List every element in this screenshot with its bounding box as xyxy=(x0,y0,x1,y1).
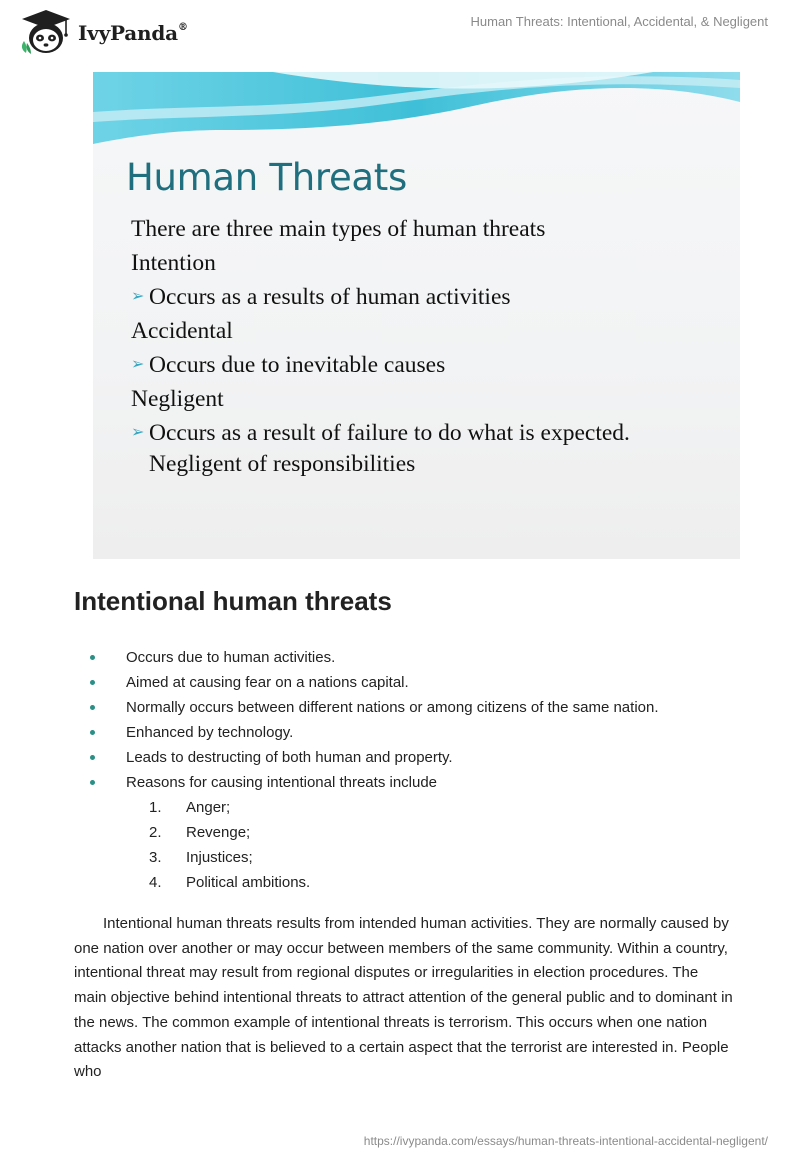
ivypanda-logo[interactable] xyxy=(16,8,186,56)
slide-bullet: ➢ Occurs as a result of failure to do what is expected. xyxy=(131,416,630,450)
slide-bullet-continuation: Negligent of responsibilities xyxy=(149,451,416,477)
list-item: Leads to destructing of both human and property. xyxy=(74,745,754,770)
bullet-dot-icon xyxy=(90,705,95,710)
numbered-item: 2. Revenge; xyxy=(149,824,251,841)
document-title: Human Threats: Intentional, Accidental, & Negligent xyxy=(470,14,768,29)
arrow-bullet-icon: ➢ xyxy=(131,424,145,441)
slide-title: Human Threats xyxy=(126,156,407,199)
logo-wordmark: IvyPanda® xyxy=(78,21,188,45)
arrow-bullet-icon: ➢ xyxy=(131,288,145,305)
section-heading: Intentional human threats xyxy=(74,586,392,616)
bullet-dot-icon xyxy=(90,680,95,685)
slide-heading-intention: Intention xyxy=(131,250,216,276)
arrow-bullet-icon: ➢ xyxy=(131,356,145,373)
slide-wave-decoration xyxy=(93,72,740,152)
list-item: Reasons for causing intentional threats include xyxy=(74,770,754,795)
list-item: Occurs due to human activities. xyxy=(74,645,754,670)
slide-intro: There are three main types of human threats xyxy=(131,216,546,242)
slide-image xyxy=(93,72,740,559)
body-paragraph: Intentional human threats results from intended human activities. They are normally caused by one nation over another or may occur between members of the same community. Within a country, intentional threat may result from regional disputes or irregularities in election procedures. The main objective behind intentional threats to attract attention of the general public and to dominant in the news. The common example of intentional threats is terrorism. This occurs when one nation attacks another nation that is believed to a certain aspect that the terrorist are interested in. People who xyxy=(74,915,733,1081)
list-item: Aimed at causing fear on a nations capital. xyxy=(74,670,754,695)
footer-url-link[interactable]: https://ivypanda.com/essays/human-threats-intentional-accidental-negligent/ xyxy=(363,1134,768,1148)
bullet-dot-icon xyxy=(90,655,95,660)
slide-heading-accidental: Accidental xyxy=(131,318,233,344)
page-header xyxy=(0,0,800,60)
slide-content xyxy=(131,212,630,478)
slide-heading-negligent: Negligent xyxy=(131,386,224,412)
slide-bullet: ➢ Occurs due to inevitable causes xyxy=(131,348,630,382)
bullet-dot-icon xyxy=(90,755,95,760)
bullet-dot-icon xyxy=(90,780,95,785)
list-item: Normally occurs between different nations or among citizens of the same nation. xyxy=(74,695,754,720)
numbered-item: 4. Political ambitions. xyxy=(149,874,311,891)
slide-bullet: ➢ Occurs as a results of human activities xyxy=(131,280,630,314)
bullet-dot-icon xyxy=(90,730,95,735)
list-item: Enhanced by technology. xyxy=(74,720,754,745)
bullet-list xyxy=(74,645,754,795)
numbered-item: 1. Anger; xyxy=(149,799,231,816)
reasons-list xyxy=(74,795,734,895)
panda-logo-icon xyxy=(16,8,76,56)
numbered-item: 3. Injustices; xyxy=(149,849,253,866)
